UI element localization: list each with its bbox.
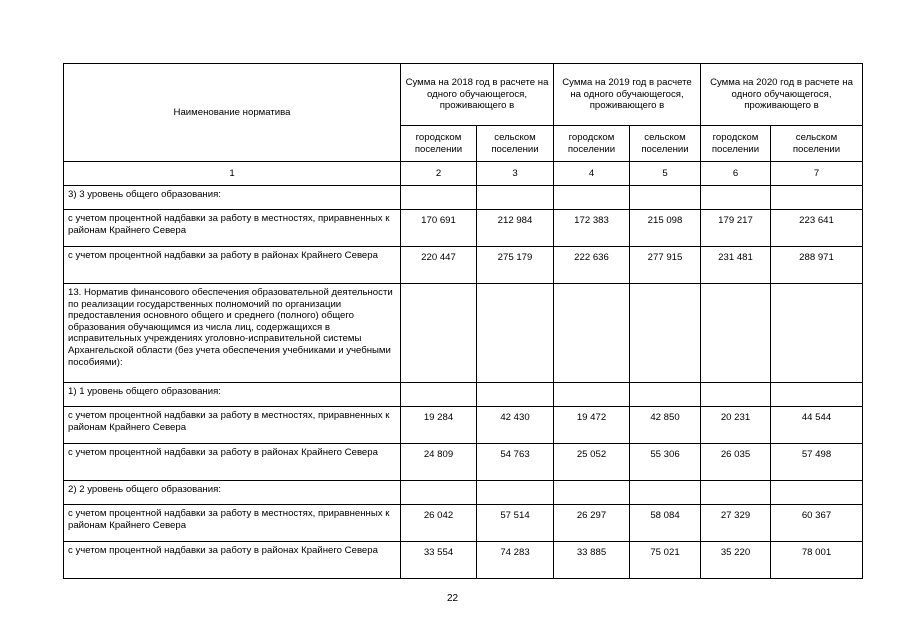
header-year-2018: Сумма на 2018 год в расчете на одного обучающегося, проживающего в	[401, 64, 554, 126]
table-row	[64, 542, 863, 579]
col-number: 3	[477, 162, 554, 186]
row-value: 54 763	[477, 444, 554, 481]
table-row	[64, 186, 863, 210]
row-value	[554, 186, 630, 210]
header-urban: городском поселении	[401, 126, 477, 162]
row-value: 223 641	[771, 210, 863, 247]
row-value: 26 297	[554, 505, 630, 542]
col-number: 5	[630, 162, 701, 186]
row-value: 231 481	[701, 247, 771, 284]
row-value	[401, 284, 477, 383]
row-value: 57 514	[477, 505, 554, 542]
row-value: 35 220	[701, 542, 771, 579]
header-name: Наименование норматива	[64, 64, 401, 162]
row-value	[701, 383, 771, 407]
table-row	[64, 505, 863, 542]
row-value: 277 915	[630, 247, 701, 284]
row-value	[401, 481, 477, 505]
row-value	[630, 284, 701, 383]
row-label: 1) 1 уровень общего образования:	[64, 383, 401, 407]
col-number: 7	[771, 162, 863, 186]
header-rural: сельском поселении	[630, 126, 701, 162]
row-label: с учетом процентной надбавки за работу в местностях, приравненных к районам Крайнего Севера	[64, 210, 401, 247]
row-value: 20 231	[701, 407, 771, 444]
header-rural: сельском поселении	[477, 126, 554, 162]
row-value: 44 544	[771, 407, 863, 444]
page-number: 22	[446, 593, 459, 604]
row-value: 58 084	[630, 505, 701, 542]
row-value: 288 971	[771, 247, 863, 284]
row-value: 26 042	[401, 505, 477, 542]
row-value: 25 052	[554, 444, 630, 481]
row-value: 60 367	[771, 505, 863, 542]
col-number: 4	[554, 162, 630, 186]
row-value: 33 885	[554, 542, 630, 579]
row-value	[630, 481, 701, 505]
table-row	[64, 407, 863, 444]
row-label: с учетом процентной надбавки за работу в районах Крайнего Севера	[64, 444, 401, 481]
row-value: 27 329	[701, 505, 771, 542]
row-value	[477, 284, 554, 383]
row-label: с учетом процентной надбавки за работу в местностях, приравненных к районам Крайнего Севера	[64, 505, 401, 542]
row-value: 170 691	[401, 210, 477, 247]
row-value: 19 472	[554, 407, 630, 444]
normatives-table	[63, 63, 863, 579]
row-value	[771, 186, 863, 210]
row-value: 57 498	[771, 444, 863, 481]
header-year-2020: Сумма на 2020 год в расчете на одного обучающегося, проживающего в	[701, 64, 863, 126]
row-value	[477, 481, 554, 505]
row-value	[771, 284, 863, 383]
row-value	[554, 284, 630, 383]
row-value: 19 284	[401, 407, 477, 444]
row-label: 3) 3 уровень общего образования:	[64, 186, 401, 210]
header-year-2019: Сумма на 2019 год в расчете на одного обучающегося, проживающего в	[554, 64, 701, 126]
col-number: 1	[64, 162, 401, 186]
row-value: 172 383	[554, 210, 630, 247]
row-value: 24 809	[401, 444, 477, 481]
row-label: с учетом процентной надбавки за работу в районах Крайнего Севера	[64, 247, 401, 284]
table-body	[64, 186, 863, 579]
table-row	[64, 210, 863, 247]
row-label: 13. Норматив финансового обеспечения образовательной деятельности по реализации государственных полномочий по организации предоставления основного общего и среднего (полного) общего образования обучающимся из числа лиц, содержащихся в исправительных учреждениях уголовно-исправительной системы Архангельской области (без учета обеспечения учебниками и учебными пособиями):	[64, 284, 401, 383]
row-value: 75 021	[630, 542, 701, 579]
row-value: 78 001	[771, 542, 863, 579]
row-value	[701, 284, 771, 383]
row-value: 26 035	[701, 444, 771, 481]
row-value	[477, 186, 554, 210]
row-value	[630, 383, 701, 407]
row-value: 212 984	[477, 210, 554, 247]
row-value	[771, 383, 863, 407]
row-value: 74 283	[477, 542, 554, 579]
row-value	[701, 481, 771, 505]
row-value	[771, 481, 863, 505]
header-urban: городском поселении	[554, 126, 630, 162]
col-number: 2	[401, 162, 477, 186]
row-value: 215 098	[630, 210, 701, 247]
column-number-row	[64, 162, 863, 186]
row-label: 2) 2 уровень общего образования:	[64, 481, 401, 505]
row-value	[401, 383, 477, 407]
row-value	[701, 186, 771, 210]
row-value: 55 306	[630, 444, 701, 481]
table-row	[64, 481, 863, 505]
row-value	[477, 383, 554, 407]
row-label: с учетом процентной надбавки за работу в районах Крайнего Севера	[64, 542, 401, 579]
row-label: с учетом процентной надбавки за работу в местностях, приравненных к районам Крайнего Севера	[64, 407, 401, 444]
row-value: 220 447	[401, 247, 477, 284]
table-row	[64, 444, 863, 481]
table-row	[64, 383, 863, 407]
row-value: 33 554	[401, 542, 477, 579]
table-row	[64, 284, 863, 383]
row-value	[554, 481, 630, 505]
row-value	[554, 383, 630, 407]
row-value: 275 179	[477, 247, 554, 284]
row-value	[630, 186, 701, 210]
header-rural: сельском поселении	[771, 126, 863, 162]
row-value: 222 636	[554, 247, 630, 284]
row-value	[401, 186, 477, 210]
row-value: 42 850	[630, 407, 701, 444]
header-urban: городском поселении	[701, 126, 771, 162]
col-number: 6	[701, 162, 771, 186]
table-row	[64, 247, 863, 284]
row-value: 42 430	[477, 407, 554, 444]
row-value: 179 217	[701, 210, 771, 247]
